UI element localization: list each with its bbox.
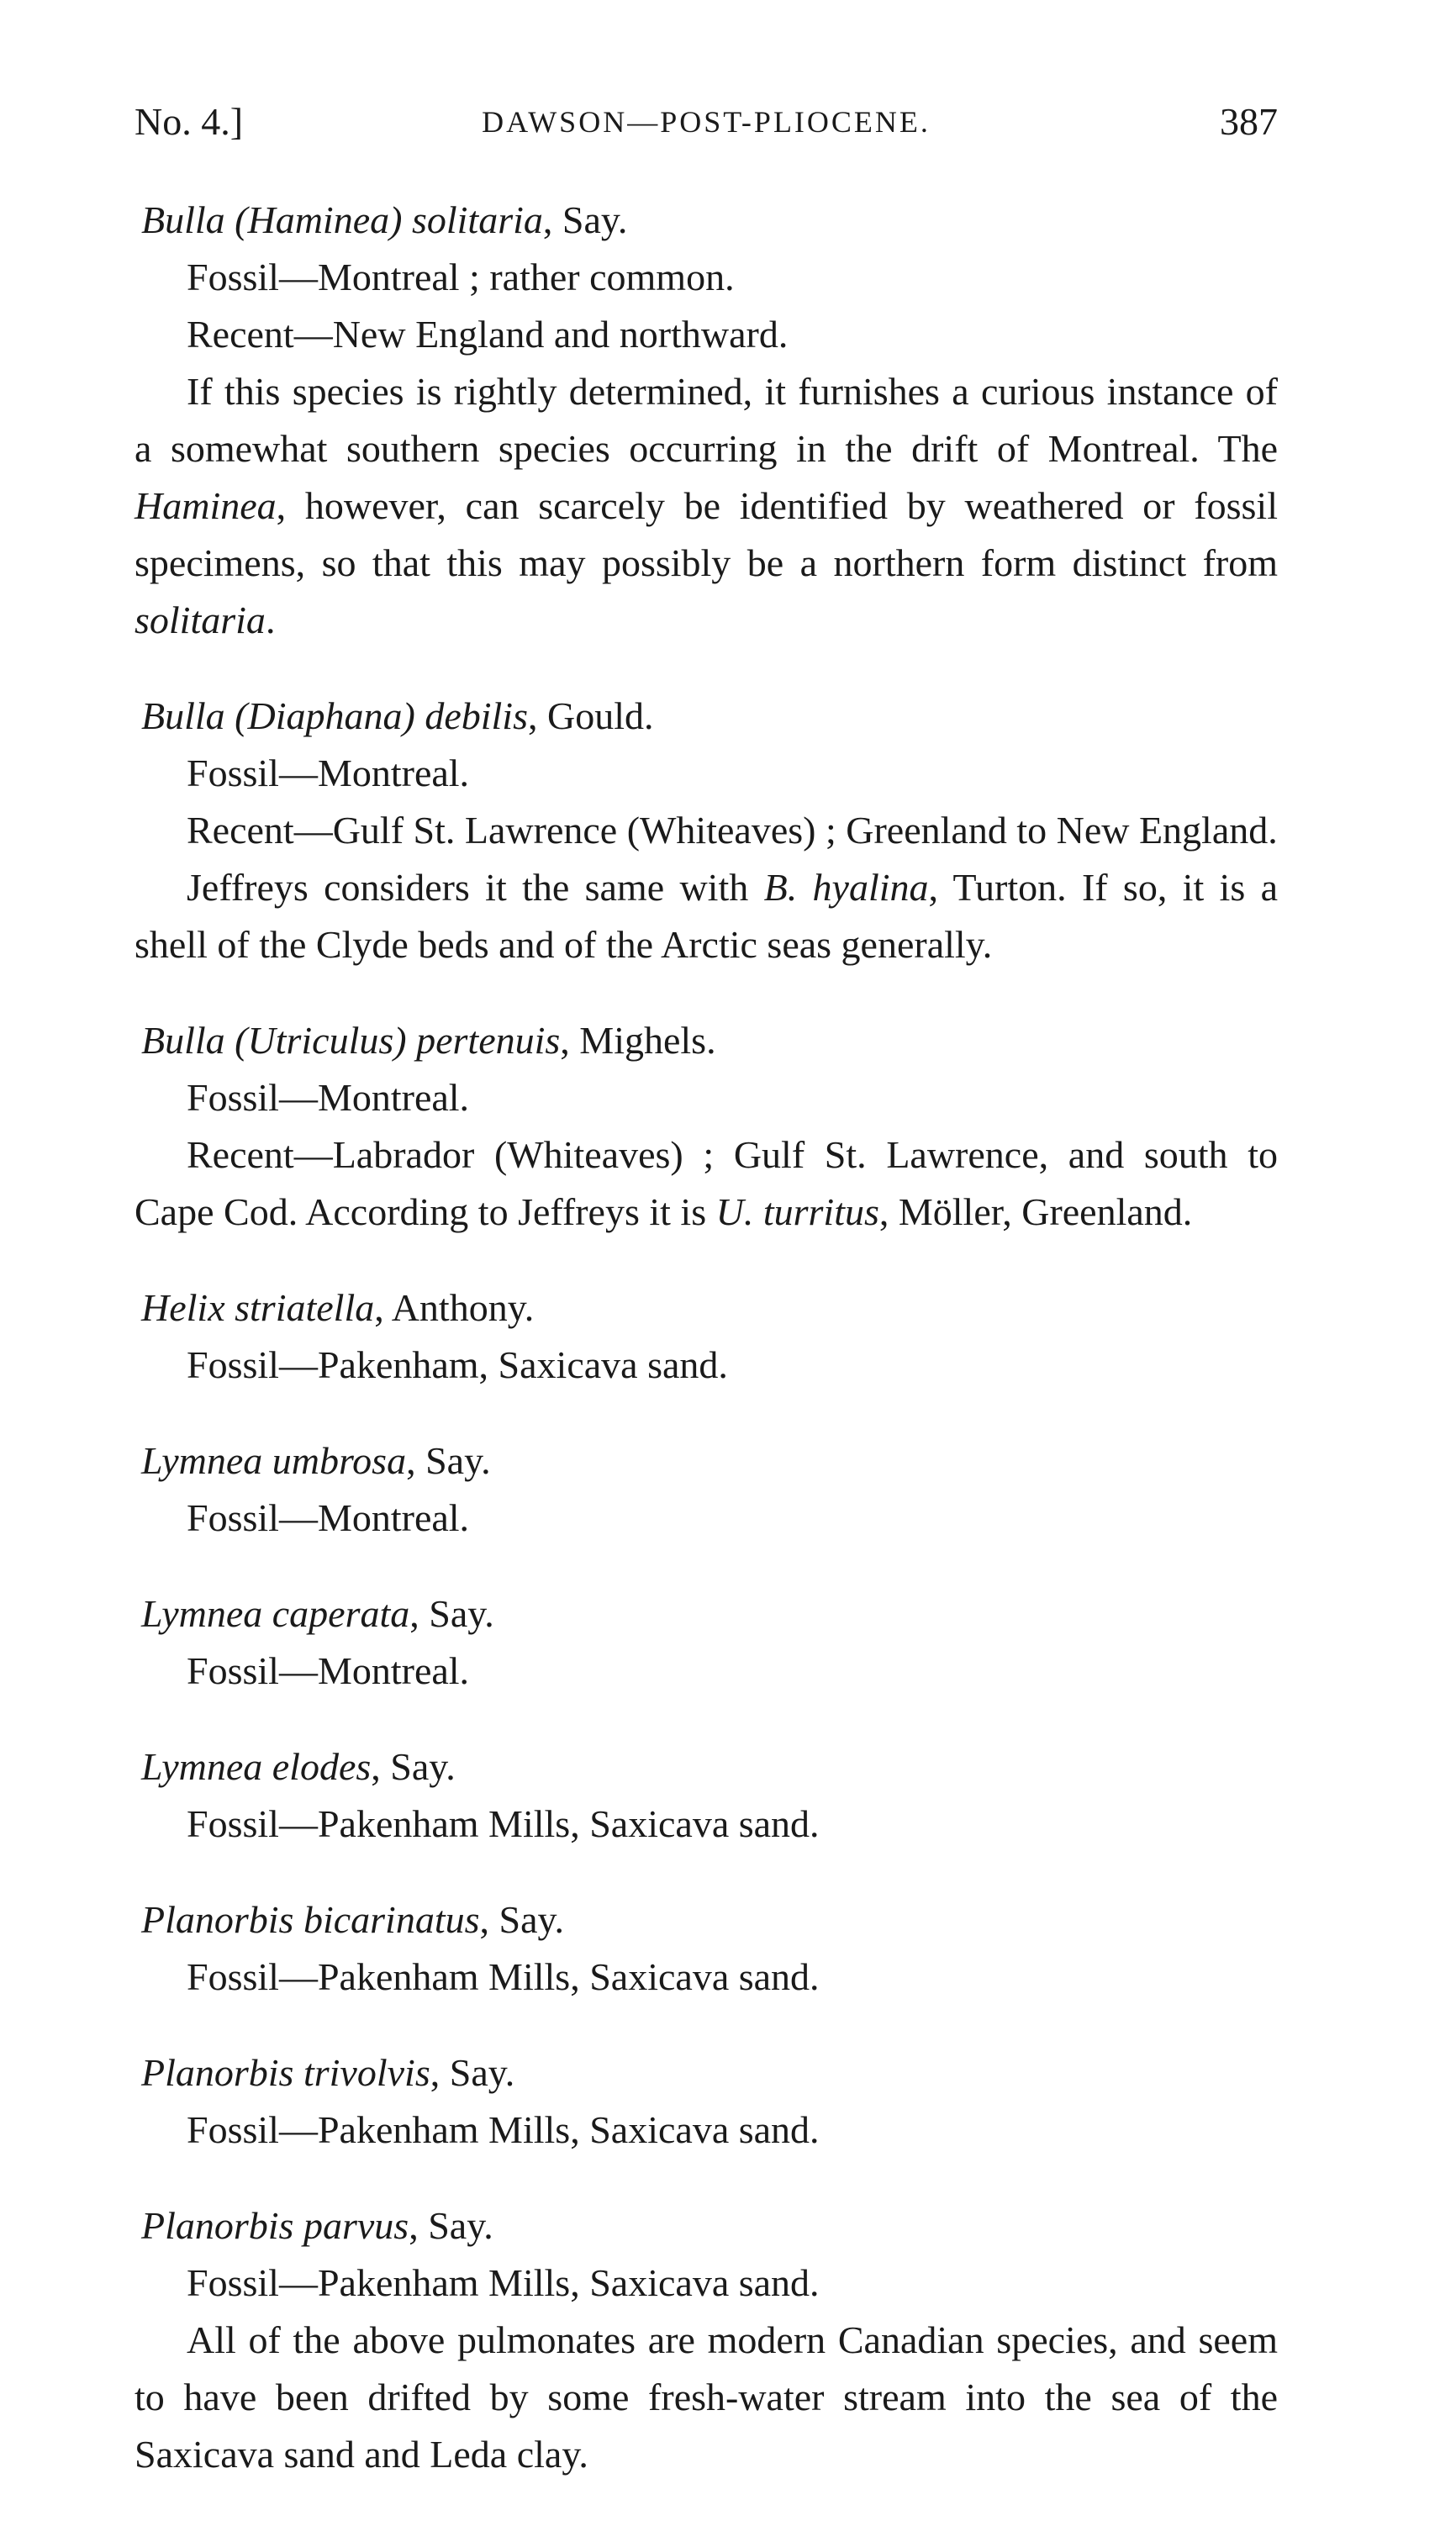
species-entry	[135, 2044, 1278, 2159]
species-heading: Planorbis trivolvis, Say.	[141, 2051, 515, 2094]
species-entry	[135, 1432, 1278, 1547]
species-entry	[135, 192, 1278, 649]
page-body	[135, 192, 1278, 2483]
species-entry	[135, 1585, 1278, 1700]
species-entry	[135, 2197, 1278, 2483]
issue-number: No. 4.]	[135, 100, 244, 143]
fossil-locality: Fossil—Pakenham Mills, Saxicava sand.	[187, 1955, 820, 1998]
species-entry	[135, 1891, 1278, 2006]
running-title: DAWSON—POST-PLIOCENE.	[482, 105, 931, 139]
species-heading: Bulla (Utriculus) pertenuis, Mighels.	[141, 1019, 716, 1062]
species-note: Jeffreys considers it the same with B. hyalina, Turton. If so, it is a shell of the Clyde beds and of the Arctic seas generally.	[135, 866, 1278, 966]
fossil-locality: Fossil—Montreal ; rather common.	[187, 256, 735, 298]
fossil-locality: Fossil—Pakenham Mills, Saxicava sand.	[187, 2108, 820, 2151]
fossil-locality: Fossil—Montreal.	[187, 1649, 470, 1692]
species-entry	[135, 1012, 1278, 1241]
species-heading: Lymnea elodes, Say.	[141, 1745, 456, 1788]
species-heading: Bulla (Diaphana) debilis, Gould.	[141, 694, 654, 737]
fossil-locality: Fossil—Montreal.	[187, 752, 470, 794]
page-number: 387	[1220, 100, 1278, 143]
running-header	[135, 99, 1278, 158]
species-entry	[135, 1279, 1278, 1394]
closing-paragraph: All of the above pulmonates are modern Canadian species, and seem to have been drifted by some fresh-water stream into the sea of the Saxicava sand and Leda clay.	[135, 2318, 1278, 2476]
species-heading: Planorbis bicarinatus, Say.	[141, 1898, 565, 1941]
recent-distribution: Recent—Gulf St. Lawrence (Whiteaves) ; Greenland to New England.	[187, 809, 1278, 852]
species-heading: Lymnea umbrosa, Say.	[141, 1439, 491, 1482]
fossil-locality: Fossil—Pakenham, Saxicava sand.	[187, 1343, 728, 1386]
fossil-locality: Fossil—Montreal.	[187, 1076, 470, 1119]
fossil-locality: Fossil—Montreal.	[187, 1496, 470, 1539]
species-heading: Bulla (Haminea) solitaria, Say.	[141, 198, 628, 241]
recent-distribution: Recent—Labrador (Whiteaves) ; Gulf St. Lawrence, and south to Cape Cod. According to Jeffreys it is U. turritus, Möller, Greenland.	[135, 1133, 1278, 1233]
recent-distribution: Recent—New England and northward.	[187, 313, 789, 356]
species-heading: Helix striatella, Anthony.	[141, 1286, 535, 1329]
species-heading: Planorbis parvus, Say.	[141, 2204, 493, 2247]
fossil-locality: Fossil—Pakenham Mills, Saxicava sand.	[187, 2261, 820, 2304]
species-entry	[135, 1738, 1278, 1853]
fossil-locality: Fossil—Pakenham Mills, Saxicava sand.	[187, 1802, 820, 1845]
species-note: If this species is rightly determined, it furnishes a curious instance of a somewhat southern species occurring in the drift of Montreal. The Haminea, however, can scarcely be identified by weathered or fossil specimens, so that this may possibly be a northern form distinct from solitaria.	[135, 370, 1278, 641]
species-heading: Lymnea caperata, Say.	[141, 1592, 494, 1635]
species-entry	[135, 688, 1278, 973]
